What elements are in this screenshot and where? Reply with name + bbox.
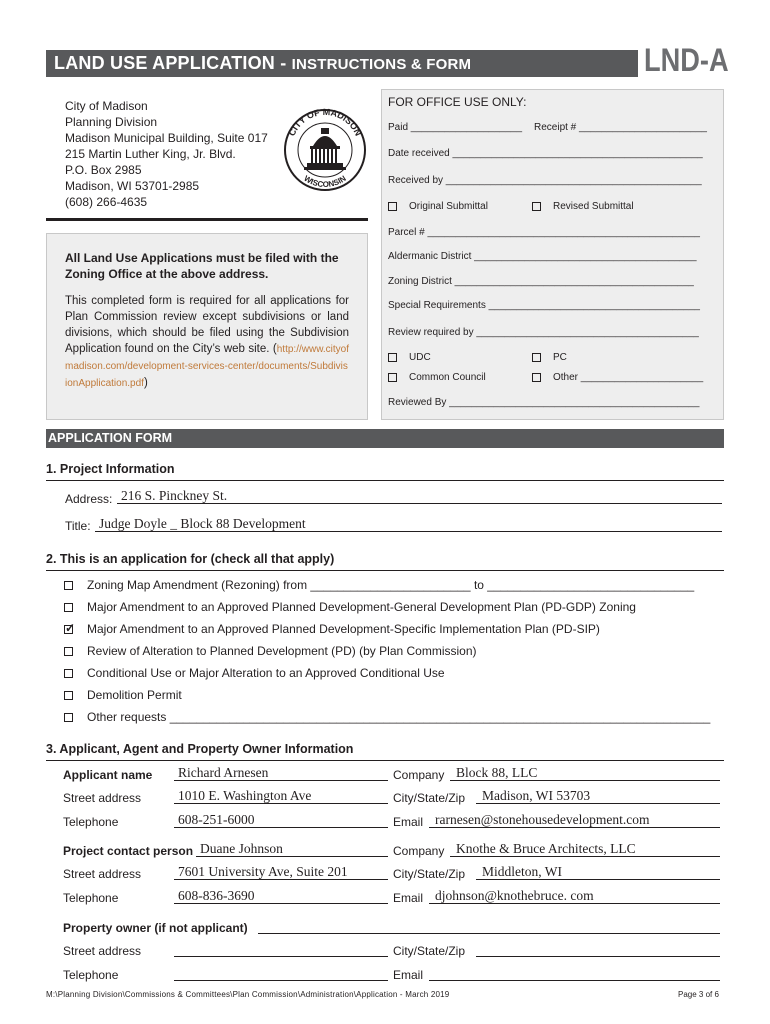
svg-text:CITY OF MADISON: CITY OF MADISON — [286, 106, 364, 138]
telephone-label: Telephone — [63, 815, 119, 829]
pd-alteration-option[interactable]: Review of Alteration to Planned Development (PD) (by Plan Commission) — [64, 644, 477, 658]
address-line: City of Madison — [65, 99, 148, 113]
conditional-use-option[interactable]: Conditional Use or Major Alteration to an Approved Conditional Use — [64, 666, 445, 680]
address-line: 215 Martin Luther King, Jr. Blvd. — [65, 147, 236, 161]
demolition-permit-option[interactable]: Demolition Permit — [64, 688, 182, 702]
svg-text:WISCONSIN: WISCONSIN — [302, 173, 348, 190]
address-line: (608) 266-4635 — [65, 195, 148, 209]
date-received-field[interactable]: Date received _____________________________________________ — [388, 148, 703, 159]
applicant-name-input[interactable]: Richard Arnesen — [174, 765, 388, 781]
checkbox[interactable] — [64, 603, 73, 612]
page-title: LAND USE APPLICATION - INSTRUCTIONS & FORM — [54, 53, 472, 73]
pd-gdp-option[interactable]: Major Amendment to an Approved Planned Development-General Development Plan (PD-GDP) Zoning — [64, 600, 636, 614]
applicant-street-input[interactable]: 1010 E. Washington Ave — [174, 788, 388, 804]
contact-city-input[interactable]: Middleton, WI — [476, 864, 720, 880]
address-label: Address: — [65, 492, 113, 506]
original-submittal-option[interactable]: Original Submittal — [388, 201, 488, 212]
city-state-zip-label: City/State/Zip — [393, 867, 466, 881]
city-state-zip-label: City/State/Zip — [393, 791, 466, 805]
contact-company-input[interactable]: Knothe & Bruce Architects, LLC — [450, 841, 720, 857]
address-input[interactable]: 216 S. Pinckney St. — [117, 488, 722, 504]
checkbox[interactable] — [64, 713, 73, 722]
section-1-heading: 1. Project Information — [46, 462, 175, 476]
udc-option[interactable]: UDC — [388, 352, 431, 363]
checkbox[interactable] — [388, 373, 397, 382]
section-2-heading: 2. This is an application for (check all that apply) — [46, 552, 335, 566]
other-option[interactable]: Other ______________________ — [532, 372, 703, 383]
owner-street-input[interactable] — [174, 941, 388, 957]
received-by-field[interactable]: Received by ______________________________________________ — [388, 175, 702, 186]
address-line: Madison, WI 53701-2985 — [65, 179, 200, 193]
project-contact-label: Project contact person — [63, 844, 194, 858]
subdivision-application-link[interactable]: http://www.cityofmadison.com/development-services-center/documents/SubdivisionApplication.pdf — [65, 344, 349, 389]
special-requirements-field[interactable]: Special Requirements ______________________________________ — [388, 300, 700, 311]
notice-heading: All Land Use Applications must be filed with the Zoning Office at the above address. — [65, 251, 339, 281]
contact-name-input[interactable]: Duane Johnson — [196, 841, 388, 857]
city-seal-logo — [282, 100, 368, 196]
checkbox[interactable] — [64, 647, 73, 656]
parcel-field[interactable]: Parcel # _________________________________________________ — [388, 227, 700, 238]
contact-phone-input[interactable]: 608-836-3690 — [174, 888, 388, 904]
applicant-company-input[interactable]: Block 88, LLC — [450, 765, 720, 781]
office-use-title: FOR OFFICE USE ONLY: — [388, 95, 527, 109]
city-state-zip-label: City/State/Zip — [393, 944, 466, 958]
aldermanic-district-field[interactable]: Aldermanic District ________________________________________ — [388, 251, 697, 262]
owner-city-input[interactable] — [476, 941, 720, 957]
footer-path: M:\Planning Division\Commissions & Committees\Plan Commission\Administration\Application - March 2019 — [46, 990, 450, 999]
email-label: Email — [393, 891, 424, 905]
page-number: Page 3 of 6 — [678, 990, 719, 999]
checkbox[interactable] — [64, 669, 73, 678]
company-label: Company — [393, 844, 445, 858]
common-council-option[interactable]: Common Council — [388, 372, 486, 383]
telephone-label: Telephone — [63, 968, 119, 982]
notice-text: This completed form is required for all applications for Plan Commission review except subdivisions or land divisions, which should be filed using the Subdivision Application found on the City’s web site. (http://www.cityofmadison.com/development-services-center/documents/SubdivisionApplication.pdf) — [65, 295, 349, 389]
checkbox[interactable] — [532, 373, 541, 382]
street-address-label: Street address — [63, 867, 142, 881]
other-requests-option[interactable]: Other requests _________________________________________________________________________________ — [64, 710, 710, 724]
title-input[interactable]: Judge Doyle _ Block 88 Development — [95, 516, 722, 532]
address-line: Madison Municipal Building, Suite 017 — [65, 131, 268, 145]
owner-email-input[interactable] — [429, 965, 720, 981]
checkbox[interactable] — [388, 202, 397, 211]
checked-checkbox[interactable] — [64, 625, 73, 634]
address-line: Planning Division — [65, 115, 158, 129]
receipt-field[interactable]: Receipt # _______________________ — [534, 122, 707, 133]
applicant-phone-input[interactable]: 608-251-6000 — [174, 812, 388, 828]
section-divider — [46, 480, 724, 481]
address-line: P.O. Box 2985 — [65, 163, 142, 177]
divider — [46, 218, 368, 221]
company-label: Company — [393, 768, 445, 782]
checkbox[interactable] — [64, 691, 73, 700]
street-address-label: Street address — [63, 791, 142, 805]
telephone-label: Telephone — [63, 891, 119, 905]
application-form-title: APPLICATION FORM — [48, 431, 173, 445]
email-label: Email — [393, 968, 424, 982]
reviewed-by-field[interactable]: Reviewed By _____________________________________________ — [388, 397, 700, 408]
pd-sip-option[interactable]: ✓Major Amendment to an Approved Planned Development-Specific Implementation Plan (PD-SIP) — [64, 622, 600, 636]
revised-submittal-option[interactable]: Revised Submittal — [532, 201, 634, 212]
form-code: LND-A — [644, 42, 729, 78]
applicant-city-input[interactable]: Madison, WI 53703 — [476, 788, 720, 804]
checkbox[interactable] — [388, 353, 397, 362]
paid-field[interactable]: Paid ____________________ — [388, 122, 523, 133]
checkbox[interactable] — [64, 581, 73, 590]
owner-phone-input[interactable] — [174, 965, 388, 981]
office-address — [65, 98, 268, 210]
checkbox[interactable] — [532, 202, 541, 211]
applicant-name-label: Applicant name — [63, 768, 153, 782]
applicant-email-input[interactable]: rarnesen@stonehousedevelopment.com — [429, 812, 720, 828]
review-required-field[interactable]: Review required by ________________________________________ — [388, 327, 699, 338]
pc-option[interactable]: PC — [532, 352, 567, 363]
email-label: Email — [393, 815, 424, 829]
section-divider — [46, 570, 724, 571]
checkbox[interactable] — [532, 353, 541, 362]
property-owner-label: Property owner (if not applicant) — [63, 921, 248, 935]
section-divider — [46, 760, 724, 761]
contact-email-input[interactable]: djohnson@knothebruce. com — [429, 888, 720, 904]
owner-name-input[interactable] — [258, 918, 720, 934]
title-label: Title: — [65, 519, 91, 533]
rezoning-option[interactable]: Zoning Map Amendment (Rezoning) from ________________________ to _______________________________ — [64, 578, 694, 592]
zoning-district-field[interactable]: Zoning District ___________________________________________ — [388, 276, 694, 287]
street-address-label: Street address — [63, 944, 142, 958]
contact-street-input[interactable]: 7601 University Ave, Suite 201 — [174, 864, 388, 880]
section-3-heading: 3. Applicant, Agent and Property Owner Information — [46, 742, 354, 756]
